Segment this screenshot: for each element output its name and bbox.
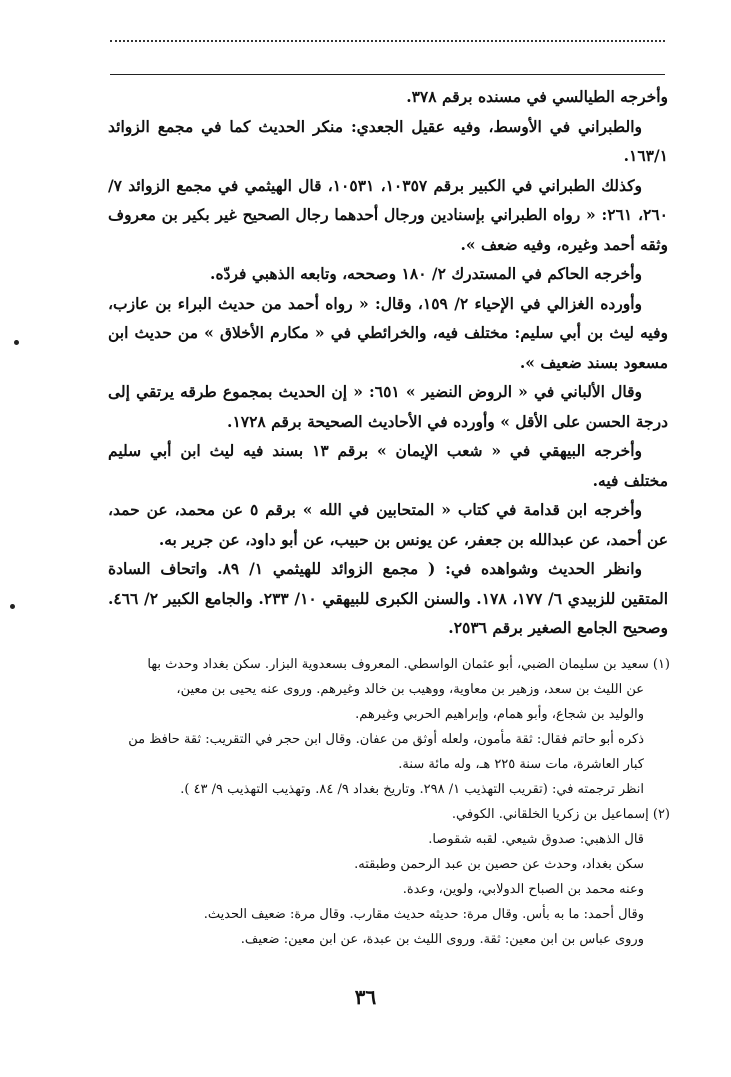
footnote-line: والوليد بن شجاع، وأبو همام، وإبراهيم الحربي وغيرهم. <box>355 707 644 722</box>
page-number: ٣٦ <box>354 985 377 1009</box>
main-paragraph: وأخرجه ابن قدامة في كتاب « المتحابين في الله » برقم ٥ عن محمد، عن حمد، عن أحمد، عن عبدالله بن جعفر، عن يونس بن حبيب، عن أبو داود، عن جرير به. <box>108 500 668 549</box>
header-dotted-line <box>110 40 665 42</box>
main-paragraph: وأخرجه الطيالسي في مسنده برقم ٣٧٨. <box>406 87 668 106</box>
footnote-line: عن الليث بن سعد، وزهير بن معاوية، ووهيب بن خالد وغيرهم. وروى عنه يحيى بن معين، <box>176 682 644 697</box>
footnote-line: كبار العاشرة، مات سنة ٢٢٥ هـ، وله مائة سنة. <box>398 757 644 772</box>
footnote-line: وعنه محمد بن الصباح الدولابي، ولوين، وعدة. <box>402 882 644 897</box>
footnote-line: (١) سعيد بن سليمان الضبي، أبو عثمان الواسطي. المعروف بسعدوية البزار. سكن بغداد وحدث بها <box>147 657 670 672</box>
margin-mark <box>10 604 15 609</box>
main-paragraph: وانظر الحديث وشواهده في: ( مجمع الزوائد للهيثمي ١/ ٨٩. واتحاف السادة المتقين للزبيدي ٦/ ١٧٧، ١٧٨. والسنن الكبرى للبيهقي ١٠/ ٢٣٣. والجامع الكبير ٢/ ٤٦٦. وصحيح الجامع الصغير برقم ٢٥٣٦. <box>108 559 669 637</box>
footnote-line: وقال أحمد: ما به بأس. وقال مرة: حديثه حديث مقارب. وقال مرة: ضعيف الحديث. <box>203 907 644 922</box>
margin-mark <box>14 340 19 345</box>
footnote-line: سكن بغداد، وحدث عن حصين بن عبد الرحمن وطبقته. <box>354 857 644 872</box>
header-rule <box>110 74 665 75</box>
footnote-line: انظر ترجمته في: (تقريب التهذيب ١/ ٢٩٨. وتاريخ بغداد ٩/ ٨٤. وتهذيب التهذيب ٩/ ٤٣ ). <box>180 782 644 797</box>
main-paragraph: وأورده الغزالي في الإحياء ٢/ ١٥٩، وقال: « رواه أحمد من حديث البراء بن عازب، وفيه ليث بن أبي سليم: مختلف فيه، والخرائطي في « مكارم الأخلاق » من حديث ابن مسعود بسند ضعيف ». <box>108 293 668 372</box>
main-text <box>108 82 668 643</box>
footnote-line: قال الذهبي: صدوق شيعي. لقبه شقوصا. <box>428 832 644 847</box>
main-paragraph: والطبراني في الأوسط، وفيه عقيل الجعدي: منكر الحديث كما في مجمع الزوائد ١٦٣/١. <box>108 116 668 165</box>
main-paragraph: وأخرجه الحاكم في المستدرك ٢/ ١٨٠ وصححه، وتابعه الذهبي فردّه. <box>210 264 642 283</box>
main-paragraph: وأخرجه البيهقي في « شعب الإيمان » برقم ١٣ بسند فيه ليث ابن أبي سليم مختلف فيه. <box>108 441 668 490</box>
footnote-line: وروى عباس بن ابن معين: ثقة. وروى الليث بن عبدة، عن ابن معين: ضعيف. <box>240 932 644 947</box>
footnotes <box>98 652 670 952</box>
footnote-line: (٢) إسماعيل بن زكريا الخلقاني. الكوفي. <box>451 807 670 822</box>
main-paragraph: وكذلك الطبراني في الكبير برقم ١٠٣٥٧، ١٠٥٣١، قال الهيثمي في مجمع الزوائد ٧/ ٢٦٠، ٢٦١: « رواه الطبراني بإسنادين ورجال أحدهما رجال الصحيح غير بكير بن معروف وثقه أحمد وغيره، وفيه ضعف ». <box>108 175 669 254</box>
footnote-line: ذكره أبو حاتم فقال: ثقة مأمون، ولعله أوثق من عفان. وقال ابن حجر في التقريب: ثقة حافظ من <box>128 732 644 747</box>
main-paragraph: وقال الألباني في « الروض النضير » ٦٥١: « إن الحديث بمجموع طرقه يرتقي إلى درجة الحسن على الأقل » وأورده في الأحاديث الصحيحة برقم ١٧٢٨. <box>108 382 668 431</box>
